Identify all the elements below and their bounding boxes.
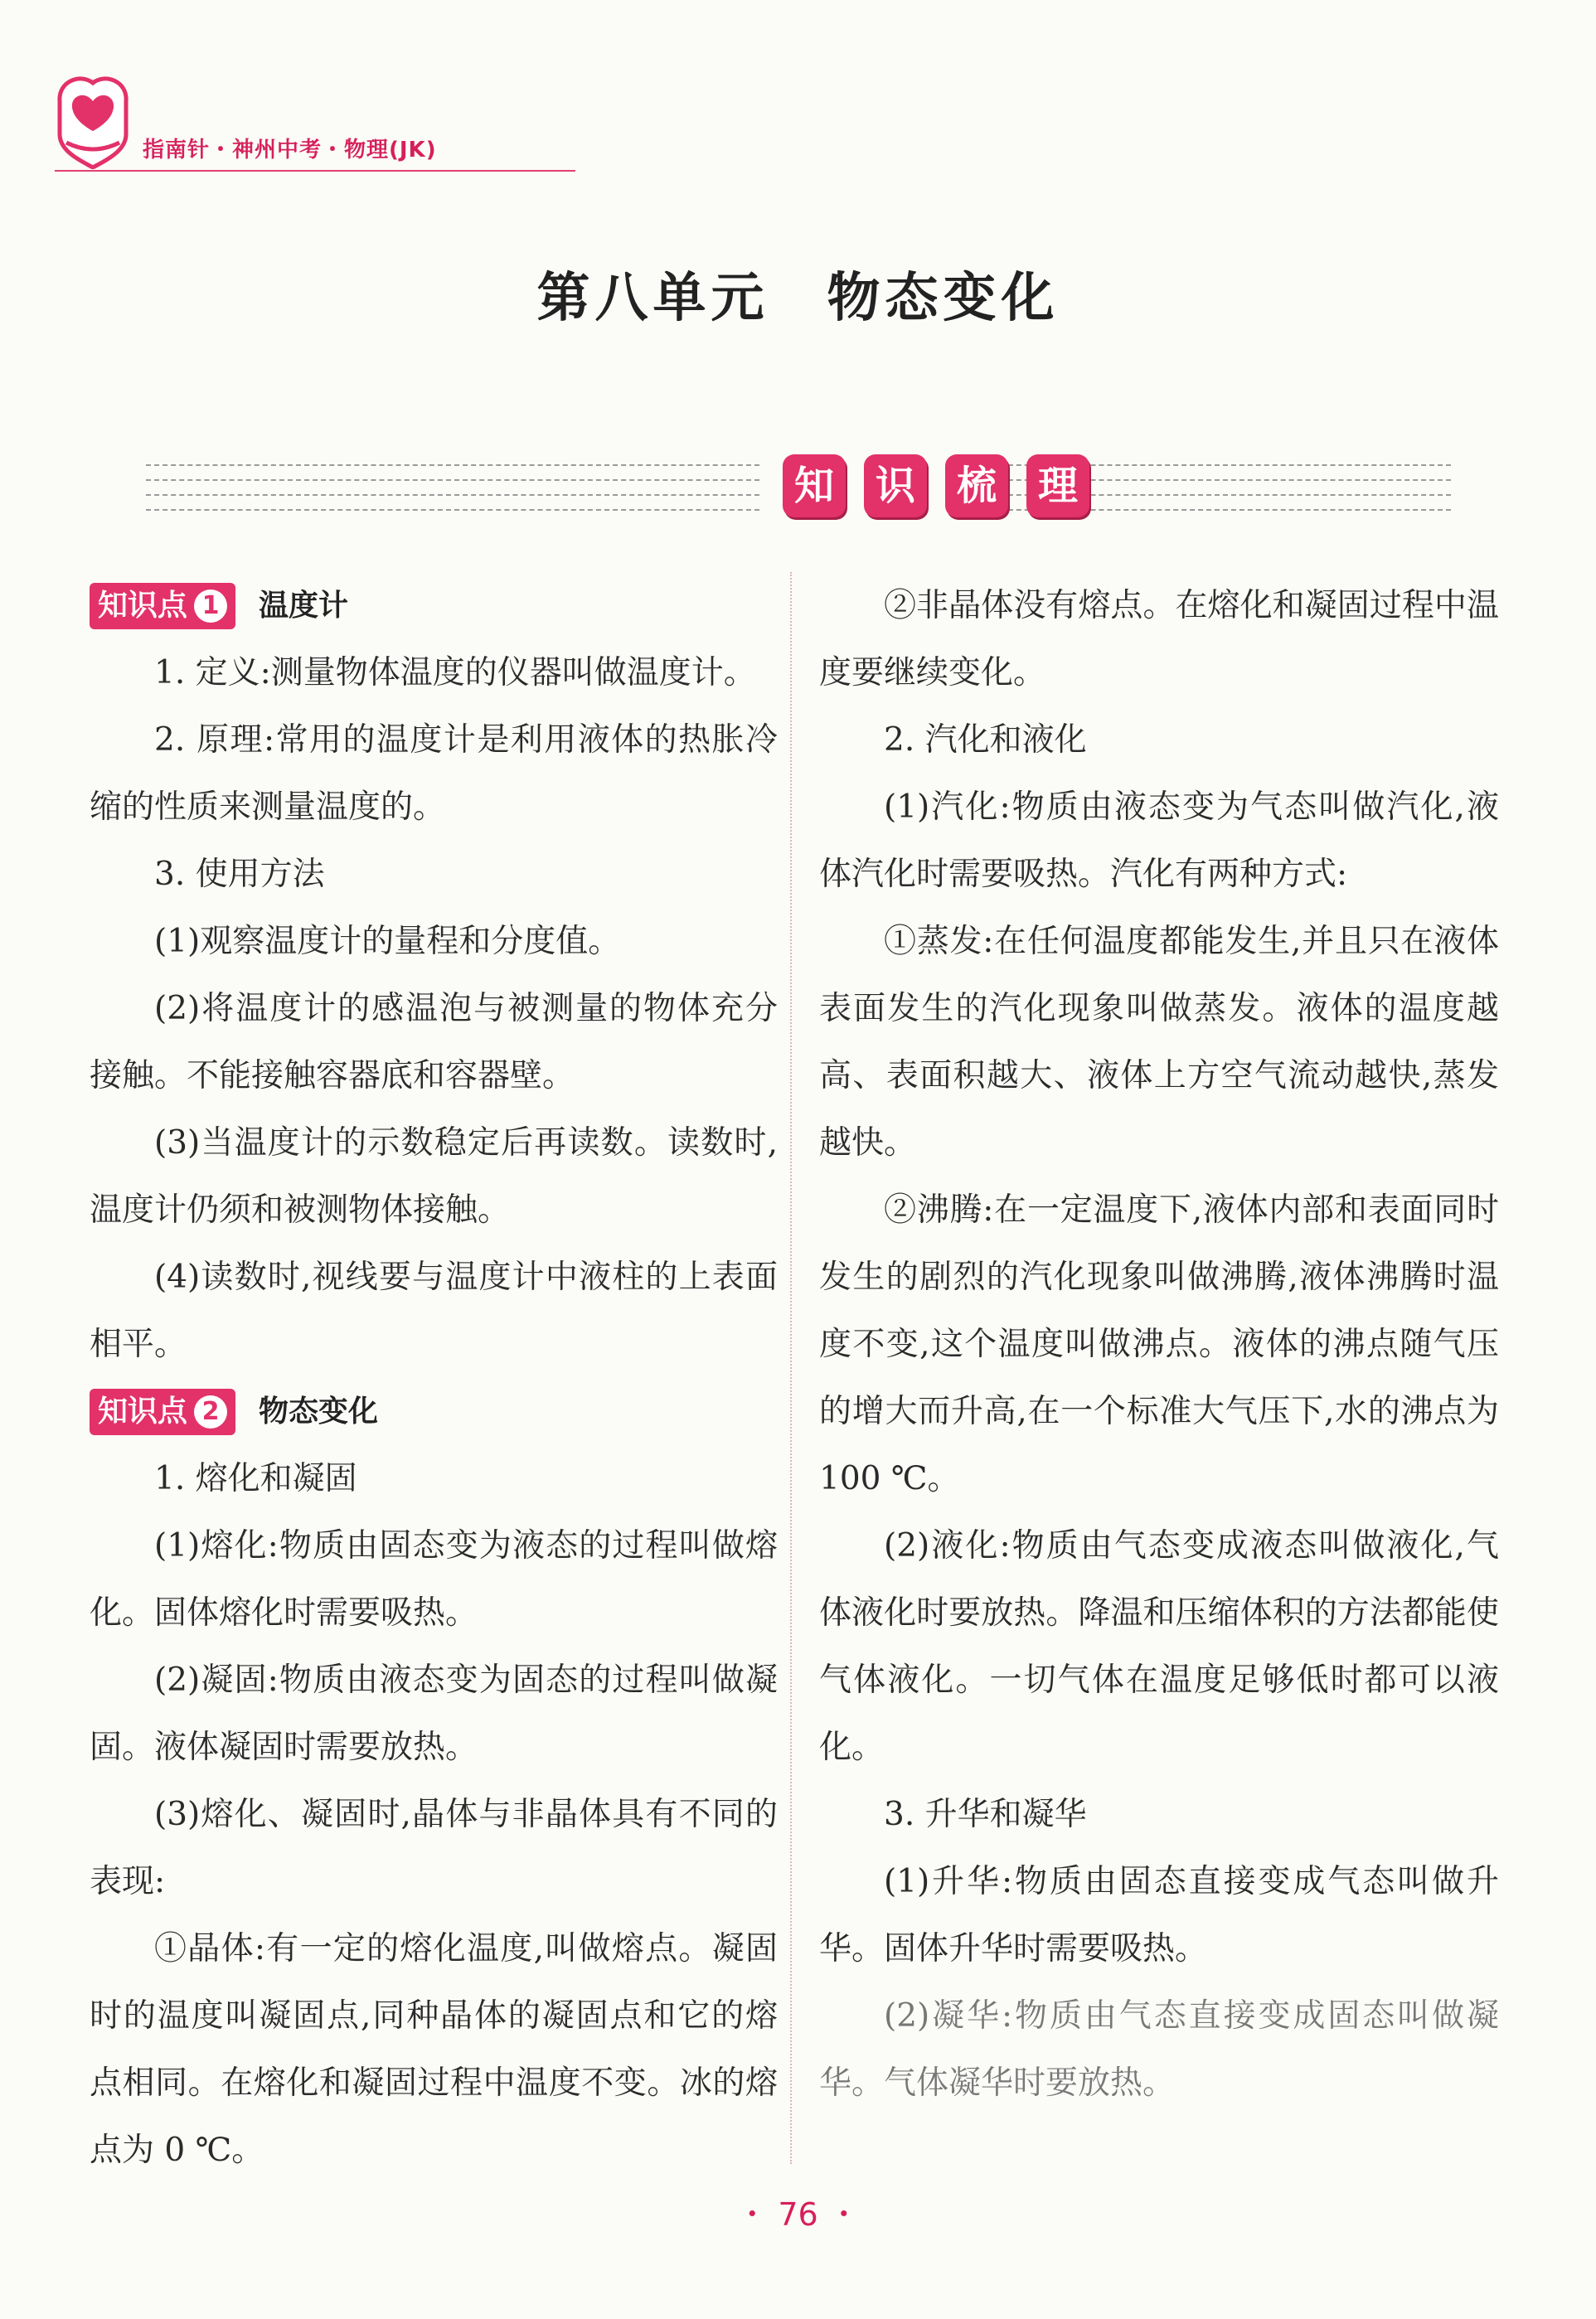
paragraph: (1)汽化:物质由液态变为气态叫做汽化,液体汽化时需要吸热。汽化有两种方式: <box>819 788 1499 893</box>
paragraph: (1)熔化:物质由固态变为液态的过程叫做熔化。固体熔化时需要吸热。 <box>90 1527 778 1632</box>
paragraph: ②沸腾:在一定温度下,液体内部和表面同时发生的剧烈的汽化现象叫做沸腾,液体沸腾时温度不变,这个温度叫做沸点。液体的沸点随气压的增大而升高,在一个标准大气压下,水的沸点为 100 ℃。 <box>819 1191 1499 1497</box>
page-number: ・ 76 ・ <box>736 2196 860 2233</box>
paragraph: (2)凝华:物质由气态直接变成固态叫做凝华。气体凝华时要放热。 <box>819 1997 1499 2102</box>
banner-dash <box>146 494 759 496</box>
knowledge-point-title: 温度计 <box>259 589 349 623</box>
paragraph: (4)读数时,视线要与温度计中液柱的上表面相平。 <box>90 1259 778 1363</box>
banner-dash <box>146 509 759 511</box>
paragraph: 1. 定义:测量物体温度的仪器叫做温度计。 <box>154 654 756 691</box>
banner-dash <box>146 479 759 481</box>
paragraph: (2)液化:物质由气态变成液态叫做液化,气体液化时要放热。降温和压缩体积的方法都能使气体液化。一切气体在温度足够低时都可以液化。 <box>819 1527 1499 1766</box>
right-column <box>819 572 1499 2117</box>
subheading: 2. 汽化和液化 <box>884 721 1087 759</box>
paragraph: (3)熔化、凝固时,晶体与非晶体具有不同的表现: <box>90 1796 778 1900</box>
badge-number: 2 <box>194 1395 227 1429</box>
paragraph: (3)当温度计的示数稳定后再读数。读数时,温度计仍须和被测物体接触。 <box>90 1124 778 1229</box>
knowledge-point-1-heading <box>90 572 778 639</box>
paragraph: (1)升华:物质由固态直接变成气态叫做升华。固体升华时需要吸热。 <box>819 1863 1499 1967</box>
paragraph: 2. 原理:常用的温度计是利用液体的热胀冷缩的性质来测量温度的。 <box>90 721 778 826</box>
knowledge-point-badge <box>90 583 235 629</box>
paragraph: (1)观察温度计的量程和分度值。 <box>154 923 621 960</box>
badge-number: 1 <box>194 589 227 623</box>
knowledge-point-badge <box>90 1389 235 1435</box>
subheading: 3. 升华和凝华 <box>884 1796 1087 1833</box>
banner-char: 识 <box>864 454 927 517</box>
paragraph: (2)将温度计的感温泡与被测量的物体充分接触。不能接触容器底和容器壁。 <box>90 990 778 1094</box>
knowledge-point-2-heading <box>90 1378 778 1445</box>
unit-title <box>0 255 1596 332</box>
subheading: 1. 熔化和凝固 <box>154 1460 357 1497</box>
knowledge-point-title: 物态变化 <box>259 1395 379 1429</box>
header-rule <box>55 170 575 172</box>
banner-dash <box>146 464 759 466</box>
paragraph: ①蒸发:在任何温度都能发生,并且只在液体表面发生的汽化现象叫做蒸发。液体的温度越高、表面积越大、液体上方空气流动越快,蒸发越快。 <box>819 923 1499 1162</box>
banner-char: 知 <box>783 454 846 517</box>
banner-char: 理 <box>1026 454 1089 517</box>
badge-label: 知识点 <box>98 1395 188 1429</box>
left-column <box>90 572 778 2184</box>
subheading: 3. 使用方法 <box>154 856 325 893</box>
section-banner <box>146 454 1451 521</box>
series-header: 指南针・神州中考・物理(JK) <box>143 138 437 163</box>
publisher-logo-icon <box>51 76 134 169</box>
banner-title <box>783 454 1089 517</box>
unit-number: 第八单元 <box>536 268 769 329</box>
unit-topic: 物态变化 <box>827 268 1060 329</box>
badge-label: 知识点 <box>98 589 188 623</box>
column-divider <box>790 572 792 2164</box>
paragraph: (2)凝固:物质由液态变为固态的过程叫做凝固。液体凝固时需要放热。 <box>90 1662 778 1766</box>
paragraph: ②非晶体没有熔点。在熔化和凝固过程中温度要继续变化。 <box>819 587 1499 691</box>
paragraph: ①晶体:有一定的熔化温度,叫做熔点。凝固时的温度叫凝固点,同种晶体的凝固点和它的熔点相同。在熔化和凝固过程中温度不变。冰的熔点为 0 ℃。 <box>90 1930 778 2169</box>
banner-char: 梳 <box>945 454 1008 517</box>
